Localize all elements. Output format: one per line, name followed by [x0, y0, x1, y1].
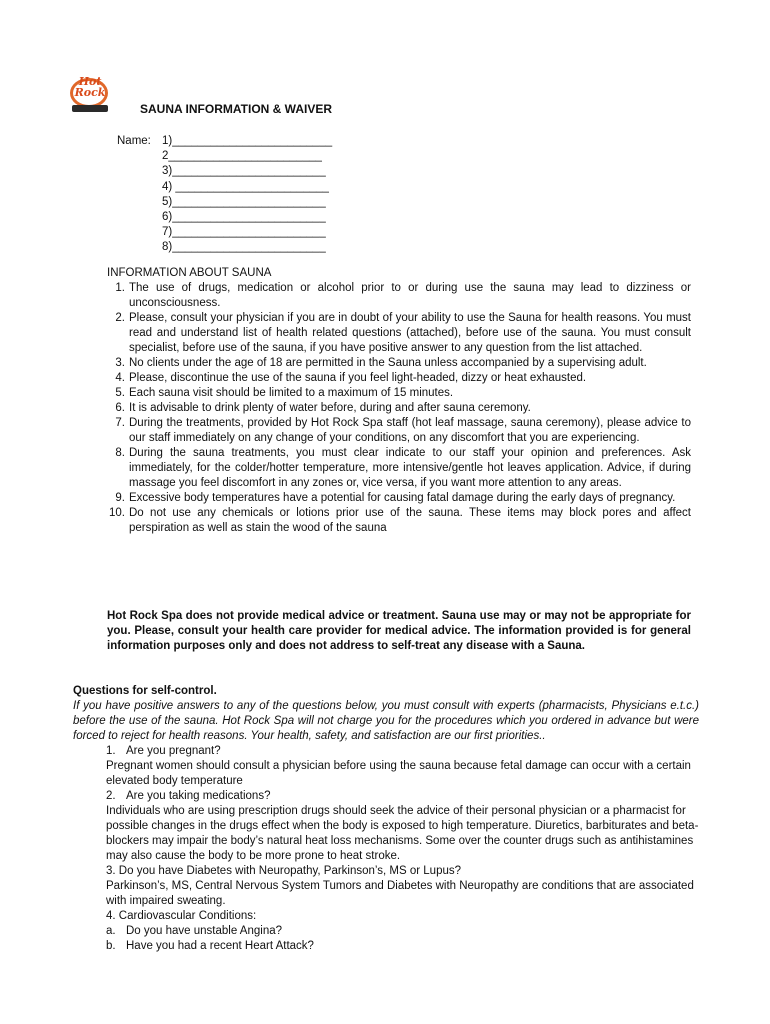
item-number: 4.: [115, 372, 125, 384]
item-text: During the treatments, provided by Hot Rock Spa staff (hot leaf massage, sauna ceremony), please advice to our staff immediately on any change of your conditions, on any discomfort that you are experiencing.: [129, 417, 691, 444]
question-number: 3.: [106, 865, 116, 877]
question-3-body: Parkinson’s, MS, Central Nervous System Tumors and Diabetes with Neuropathy are conditions that are associated with impaired sweating.: [106, 880, 694, 907]
item-number: 8.: [115, 447, 125, 459]
info-heading: INFORMATION ABOUT SAUNA: [107, 267, 272, 279]
info-item: [107, 491, 691, 506]
question-text: Do you have unstable Angina?: [126, 925, 283, 937]
question-1: [73, 744, 699, 759]
name-label: Name:: [117, 135, 151, 147]
info-item: [107, 356, 691, 371]
questions-heading: Questions for self-control.: [73, 685, 217, 697]
item-number: 5.: [115, 387, 125, 399]
question-text: Cardiovascular Conditions:: [118, 910, 257, 922]
question-number: 1.: [106, 745, 116, 757]
question-letter: b.: [106, 940, 116, 952]
item-text: Excessive body temperatures have a potential for causing fatal damage during the early days of pregnancy.: [129, 492, 676, 504]
info-item: [107, 281, 691, 311]
item-number: 2.: [115, 312, 125, 324]
question-1-body: Pregnant women should consult a physician before using the sauna because fetal damage can occur with a certain elevated body temperature: [106, 760, 691, 787]
question-number: 4.: [106, 910, 116, 922]
name-line-8[interactable]: 8)________________________: [162, 241, 326, 254]
question-2: [73, 789, 699, 804]
item-number: 1.: [115, 282, 125, 294]
self-control-questions: [73, 684, 699, 954]
questions-intro: If you have positive answers to any of the questions below, you must consult with experts (pharmacists, Physicians e.t.c.) before the use of the sauna. Hot Rock Spa will not charge you for the procedures which you ordered in advance but were forced to reject for health reasons. Your health, safety, and satisfaction are our first priorities..: [73, 700, 699, 742]
name-line-1[interactable]: 1)_________________________: [162, 135, 333, 147]
info-item: [107, 416, 691, 446]
question-text: Do you have Diabetes with Neuropathy, Parkinson’s, MS or Lupus?: [118, 865, 462, 877]
item-text: The use of drugs, medication or alcohol prior to or during use the sauna may lead to dizziness or unconsciousness.: [129, 282, 691, 309]
sauna-information: [107, 266, 691, 536]
name-lines: [162, 134, 332, 256]
name-line-6[interactable]: 6)________________________: [162, 211, 326, 224]
logo-banner: [72, 105, 108, 112]
item-number: 3.: [115, 357, 125, 369]
item-number: 9.: [115, 492, 125, 504]
info-item: [107, 401, 691, 416]
info-item: [107, 446, 691, 491]
question-text: Are you pregnant?: [126, 745, 221, 757]
info-item: [107, 371, 691, 386]
question-3: [73, 864, 699, 879]
question-4b: [73, 939, 699, 954]
name-line-2[interactable]: 2________________________: [162, 150, 322, 163]
item-number: 7.: [115, 417, 125, 429]
item-text: It is advisable to drink plenty of water before, during and after sauna ceremony.: [129, 402, 531, 414]
question-2-body: Individuals who are using prescription drugs should seek the advice of their personal physician or a pharmacist for possible changes in the drugs effect when the body is exposed to high temperature. Diuretics, barbiturates and beta-blockers may impair the body’s natural heat loss mechanisms. Some over the counter drugs such as antihistamines may also cause the body to be more prone to heat stroke.: [106, 805, 699, 862]
question-text: Have you had a recent Heart Attack?: [126, 940, 314, 952]
page-title: SAUNA INFORMATION & WAIVER: [140, 102, 332, 116]
info-item: [107, 386, 691, 401]
item-text: No clients under the age of 18 are permitted in the Sauna unless accompanied by a supervising adult.: [129, 357, 647, 369]
question-letter: a.: [106, 925, 116, 937]
name-line-3[interactable]: 3)________________________: [162, 165, 326, 178]
item-number: 10.: [109, 507, 125, 519]
question-text: Are you taking medications?: [126, 790, 271, 802]
info-item: [107, 311, 691, 356]
logo-text: Hot Rock: [74, 75, 106, 99]
item-number: 6.: [115, 402, 125, 414]
name-line-5[interactable]: 5)________________________: [162, 195, 326, 208]
hot-rock-logo: [66, 72, 114, 116]
name-line-7[interactable]: 7)________________________: [162, 226, 326, 239]
medical-disclaimer: Hot Rock Spa does not provide medical advice or treatment. Sauna use may or may not be appropriate for you. Please, consult your health care provider for medical advice. The information provided is for general information purposes only and does not address to self-treat any disease with a Sauna.: [107, 610, 691, 652]
item-text: Each sauna visit should be limited to a maximum of 15 minutes.: [129, 387, 454, 399]
info-list: [107, 281, 691, 536]
question-number: 2.: [106, 790, 116, 802]
question-4: [73, 909, 699, 924]
item-text: Please, consult your physician if you are in doubt of your ability to use the Sauna for health reasons. You must read and understand list of health related questions (attached), before use of the sauna. You must consult specialist, before use of the sauna, if you have positive answer to any question from the list attached.: [129, 312, 691, 354]
item-text: During the sauna treatments, you must clear indicate to our staff your opinion and preferences. Ask immediately, for the colder/hotter temperature, more intensive/gentle hot leaves application. Advice, if during massage you feel discomfort in any zones or, vice versa, if you want more attention to any areas.: [129, 447, 691, 489]
item-text: Do not use any chemicals or lotions prior use of the sauna. These items may block pores and affect perspiration as well as stain the wood of the sauna: [129, 507, 691, 534]
name-line-4[interactable]: 4) ________________________: [162, 180, 329, 193]
question-4a: [73, 924, 699, 939]
item-text: Please, discontinue the use of the sauna if you feel light-headed, dizzy or heat exhausted.: [129, 372, 587, 384]
info-item: [107, 506, 691, 536]
